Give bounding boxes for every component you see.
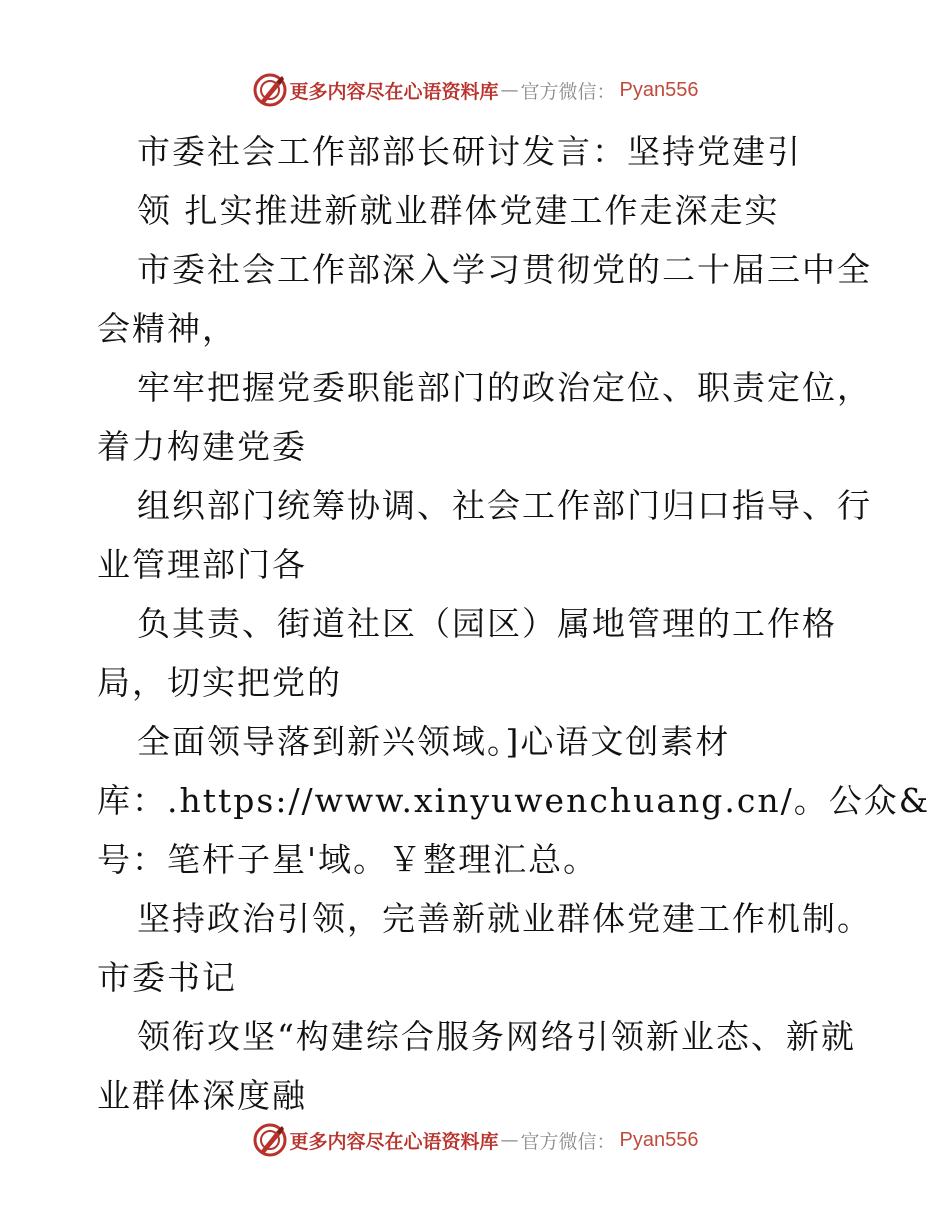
banner-wechat-id: Pyan556 xyxy=(619,1128,699,1151)
text-line: 库：.https://www.xinyuwenchuang.cn/。公众& xyxy=(97,781,931,820)
document-body xyxy=(97,122,931,1125)
pen-logo-icon xyxy=(252,1122,288,1158)
footer-banner xyxy=(0,1120,950,1160)
text-line: 全面领导落到新兴领域。]心语文创素材 xyxy=(137,722,731,761)
header-banner xyxy=(0,70,950,110)
banner-text: 更多内容尽在心语资料库 xyxy=(289,1130,499,1153)
banner-wechat-id: Pyan556 xyxy=(619,78,699,101)
banner-text: 更多内容尽在心语资料库 xyxy=(289,80,499,103)
text-line: 业群体深度融 xyxy=(97,1076,307,1115)
text-line: 市委社会工作部部长研讨发言：坚持党建引 xyxy=(137,132,802,171)
banner-dash: — xyxy=(500,79,519,101)
text-line: 负其责、街道社区（园区）属地管理的工作格 xyxy=(137,604,837,643)
banner-wechat-label: 官方微信： xyxy=(520,80,616,103)
text-line: 局，切实把党的 xyxy=(97,663,342,702)
text-line: 业管理部门各 xyxy=(97,545,307,584)
text-line: 市委书记 xyxy=(97,958,237,997)
text-line: 号：笔杆子星'域。￥整理汇总。 xyxy=(97,840,599,879)
text-line: 领 扎实推进新就业群体党建工作走深走实 xyxy=(137,191,780,230)
text-line: 坚持政治引领，完善新就业群体党建工作机制。 xyxy=(137,899,872,938)
text-line: 着力构建党委 xyxy=(97,427,307,466)
text-line: 领衔攻坚“构建综合服务网络引领新业态、新就 xyxy=(137,1017,856,1056)
banner-wechat-label: 官方微信： xyxy=(520,1130,616,1153)
banner-dash: — xyxy=(500,1129,519,1151)
text-line: 市委社会工作部深入学习贯彻党的二十届三中全 xyxy=(137,250,872,289)
text-line: 组织部门统筹协调、社会工作部门归口指导、行 xyxy=(137,486,872,525)
text-line: 牢牢把握党委职能部门的政治定位、职责定位， xyxy=(137,368,872,407)
text-line: 会精神， xyxy=(97,309,237,348)
pen-logo-icon xyxy=(252,72,288,108)
